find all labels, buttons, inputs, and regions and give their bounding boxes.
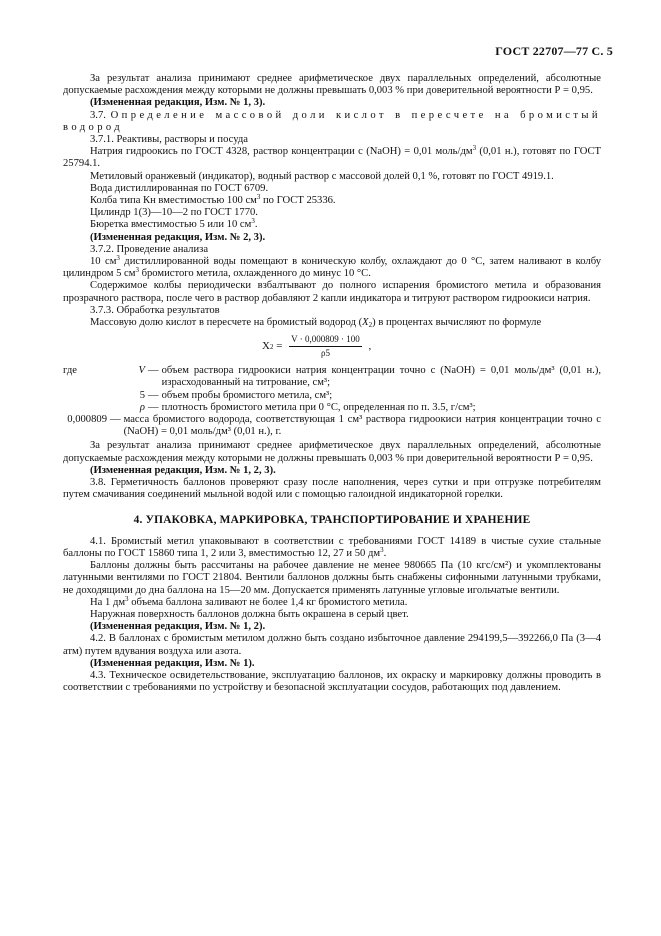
definition-text: плотность бромистого метила при 0 °С, определенная по п. 3.5, г/см³;	[161, 401, 476, 413]
definition-dash: —	[148, 389, 159, 401]
sup: 3	[135, 266, 139, 275]
definition-dash: —	[148, 401, 159, 413]
definition-symbol: 0,000809	[67, 414, 107, 426]
reagent-water: Вода дистиллированная по ГОСТ 6709.	[90, 182, 269, 194]
edition-note-2: (Измененная редакция, Изм. № 2, 3).	[90, 231, 266, 243]
section-4-1-fill	[63, 594, 601, 609]
section-3-7-number: 3.7.	[90, 109, 106, 121]
formula-lhs: X	[262, 340, 270, 353]
definition-text: масса бромистого водорода, соответствующая 1 см³ раствора гидроокиси натрия концентрации точно с (NaOH) = 0,01 моль/дм³ (0,01 н.), г.	[123, 414, 601, 438]
formula-denominator: ρ5	[320, 348, 330, 359]
reagent-flask-text-2: по ГОСТ 25336.	[260, 195, 336, 207]
section-4-1-fill-text-2: объема баллона заливают не более 1,4 кг бромистого метила.	[128, 596, 408, 608]
reagent-flask-text: Колба типа Кн вместимостью 100 см	[90, 195, 257, 207]
edition-note-4: (Измененная редакция, Изм. № 1, 2).	[90, 621, 266, 633]
analysis-paragraph-1	[63, 256, 601, 280]
formula-definitions	[63, 365, 601, 438]
section-4-title: 4. УПАКОВКА, МАРКИРОВКА, ТРАНСПОРТИРОВАНИЕ И ХРАНЕНИЕ	[133, 513, 531, 526]
calculation-text-2: ) в процентах вычисляют по формуле	[372, 317, 542, 329]
section-3-7-heading	[63, 110, 601, 134]
section-4-1-fill-text: На 1 дм	[90, 596, 126, 608]
page-header: ГОСТ 22707—77 С. 5	[495, 44, 613, 58]
definition-lead: где	[63, 365, 77, 377]
definition-symbol: 5	[139, 389, 145, 401]
definition-dash: —	[110, 414, 121, 426]
definition-symbol-text: ρ	[139, 401, 145, 413]
subsection-3-7-1: 3.7.1. Реактивы, растворы и посуда	[90, 134, 248, 146]
calculation-intro	[63, 317, 601, 329]
paragraph-result-1: За результат анализа принимают среднее арифметическое двух параллельных определений, абсолютные допускаемые расхождения между которыми не должны превышать 0,003 % при доверительной вероятности Р = 0,95.	[63, 73, 601, 97]
sup: 3	[472, 144, 477, 153]
edition-note-5: (Измененная редакция, Изм. № 1).	[90, 657, 255, 669]
formula: X 2 = $\frac{V \cdot 0,000809 \cdot 100}{\rho 5}$ ,	[262, 334, 372, 359]
section-4-1-text-2: .	[383, 547, 387, 559]
page-content	[63, 73, 601, 694]
section-4-1-text: 4.1. Бромистый метил упаковывают в соответствии с требованиями ГОСТ 14189 в чистые сухие стальные баллоны по ГОСТ 15860 типа 1, 2 или 3, вместимостью 12, 27 и 50 дм	[63, 535, 601, 559]
sup: 3	[116, 254, 120, 263]
section-4-2: 4.2. В баллонах с бромистым метилом должно быть создано избыточное давление 294199,5—392266,0 Па (3—4 атм) путем вдувания воздуха или азота.	[63, 633, 601, 657]
reagent-indicator: Метиловый оранжевый (индикатор), водный раствор с массовой долей 0,1 %, готовят по ГОСТ 4919.1.	[90, 170, 554, 182]
section-4-3: 4.3. Техническое освидетельствование, эксплуатацию баллонов, их окраску и маркировку должны проводить в соответствии с требованиями по устройству и безопасной эксплуатации сосудов, работающих под давлением.	[63, 669, 601, 694]
analysis-paragraph-2: Содержимое колбы периодически взбалтывают до полного испарения бромистого метила и образования прозрачного раствора, после чего в раствор добавляют 2 капли индикатора и титруют раствором гидроокиси натрия.	[63, 280, 601, 304]
sup: 3	[251, 217, 255, 226]
definition-symbol	[101, 365, 145, 377]
section-4-1-color: Наружная поверхность баллонов должна быть окрашена в серый цвет.	[90, 608, 409, 620]
section-3-8: 3.8. Герметичность баллонов проверяют сразу после наполнения, через сутки и при отгрузке потребителям путем смачивания соединений мыльной водой или с помощью галоидной индикаторной горелки.	[63, 477, 601, 501]
edition-note-3: (Измененная редакция, Изм. № 1, 2, 3).	[90, 464, 276, 476]
section-4-1-cylinders: Баллоны должны быть рассчитаны на рабочее давление не менее 980665 Па (10 кгс/см²) и укомплектованы латунными вентилями по ГОСТ 21804. Вентили баллонов должны быть снабжены сифонными латунными трубками, не доходящими до дна баллона на 15—20 мм. Допускается применять латунные угловые игольчатые вентили.	[63, 560, 601, 596]
edition-note-1: (Измененная редакция, Изм. № 1, 3).	[90, 97, 266, 109]
formula-numerator: V · 0,000809 · 100	[289, 334, 362, 347]
section-4-1	[63, 536, 601, 560]
reagent-flask	[63, 195, 601, 207]
reagent-cylinder: Цилиндр 1(3)—10—2 по ГОСТ 1770.	[90, 207, 258, 219]
definition-text: объем раствора гидроокиси натрия концентрации точно с (NaOH) = 0,01 моль/дм³ (0,01 н.), израсходованный на титрование, см³;	[161, 365, 601, 389]
definition-row	[63, 414, 601, 438]
definition-symbol-text: V	[138, 365, 145, 377]
reagent-naoh-text: Натрия гидроокись по ГОСТ 4328, раствор концентрации с (NaOH) = 0,01 моль/дм	[90, 146, 473, 158]
subsection-3-7-2: 3.7.2. Проведение анализа	[90, 243, 209, 255]
formula-tail: ,	[365, 340, 372, 353]
definition-row	[63, 390, 601, 402]
analysis-text-3: бромистого метила, охлажденного до минус 10 °С.	[138, 268, 371, 280]
analysis-text-2: дистиллированной воды помещают в коническую колбу, охлаждают до 0 °С, затем наливают в колбу цилиндром 5 см	[63, 256, 601, 280]
sub: 2	[368, 321, 373, 330]
sup: 3	[380, 545, 384, 554]
calculation-text-1: Массовую долю кислот в пересчете на бромистый водород (	[90, 317, 363, 329]
reagent-naoh-text-2: (0,01 н.), готовят по ГОСТ 25794.1.	[63, 146, 602, 170]
definition-row	[63, 402, 601, 414]
sup: 3	[256, 193, 261, 202]
definition-row	[63, 365, 601, 389]
definition-text: объем пробы бромистого метила, см³;	[161, 389, 333, 401]
section-3-7-title: Определение массовой доли кислот в пересчете на бромистый водород	[63, 109, 601, 133]
reagent-burette	[63, 219, 601, 231]
variable-x: X	[362, 317, 369, 329]
subsection-3-7-3: 3.7.3. Обработка результатов	[90, 304, 220, 316]
analysis-text-1: 10 см	[90, 256, 117, 268]
formula-fraction	[289, 334, 362, 359]
sup: 3	[125, 594, 129, 603]
definition-symbol	[101, 402, 145, 414]
formula-equals: =	[273, 340, 286, 353]
definition-dash: —	[148, 365, 159, 377]
reagent-burette-text-2: .	[254, 219, 258, 231]
reagent-naoh	[63, 146, 601, 170]
paragraph-result-2: За результат анализа принимают среднее арифметическое двух параллельных определений, абсолютные допускаемые расхождения между которыми не должны превышать 0,003 % при доверительной вероятности Р = 0,95.	[63, 440, 601, 464]
reagent-burette-text: Бюретка вместимостью 5 или 10 см	[90, 219, 252, 231]
